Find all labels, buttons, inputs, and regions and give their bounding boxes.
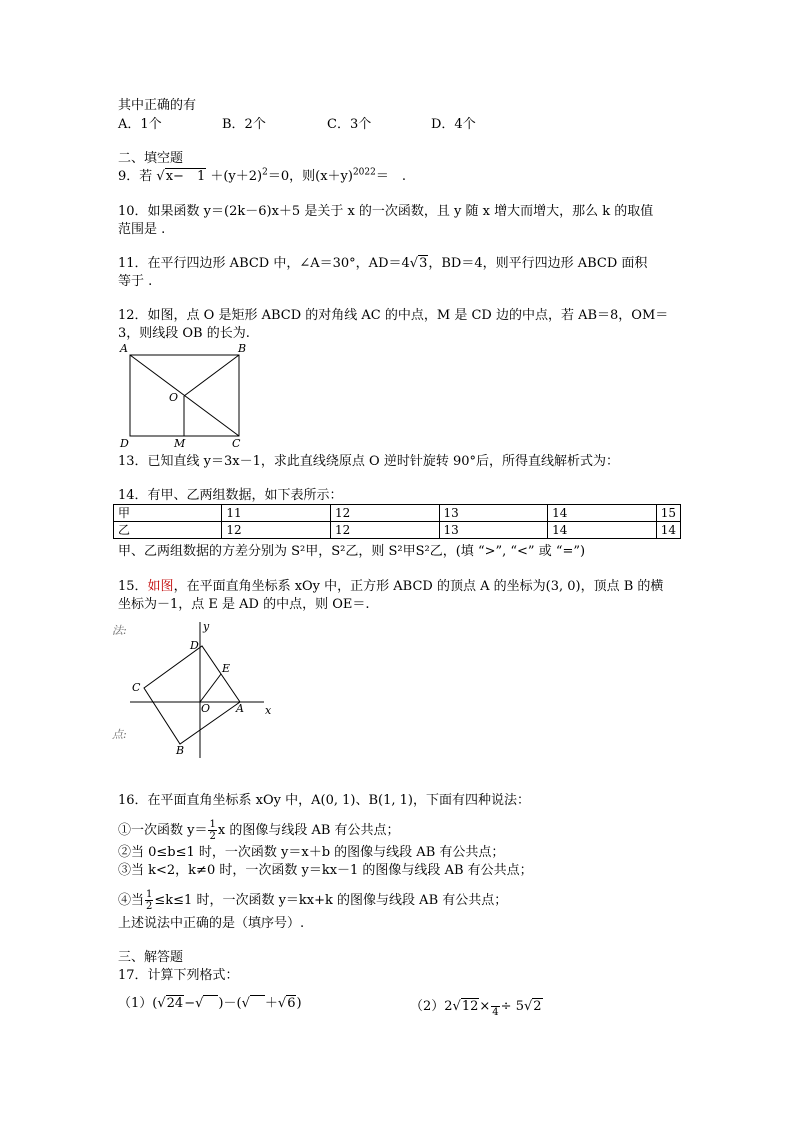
question-11-line2: 等于 . <box>118 274 153 289</box>
question-10-line2: 范围是 . <box>118 222 166 237</box>
question-15-line1: 15．如图，在平面直角坐标系 xOy 中，正方形 ABCD 的顶点 A 的坐标为(3, 0)，顶点 B 的横 <box>118 579 664 594</box>
table-cell: 13 <box>439 522 548 539</box>
question-16-intro: 16．在平面直角坐标系 xOy 中，A(0, 1)、B(1, 1)，下面有四种说法： <box>118 793 530 808</box>
rectangle-figure <box>112 340 272 452</box>
side-text-bottom: 点: <box>112 728 127 741</box>
square-abcd <box>144 646 240 744</box>
option-d: D．4个 <box>431 117 476 132</box>
label-b: B <box>238 342 247 355</box>
option-c: C．3个 <box>327 117 372 132</box>
statement-4: ④当 $\frac{1}{2}$ ≤k≤1 时，一次函数 y＝kx+k 的图像与线段 AB 有公共点； <box>118 889 508 912</box>
table-cell: 14 <box>656 522 680 539</box>
square-figure <box>112 618 277 763</box>
question-9: 9．若 √x− $1 +(y+2)^2=0$，则$(x+y)^{2022}=$ . <box>118 167 406 184</box>
data-table <box>113 504 681 539</box>
label-y: y <box>203 620 210 633</box>
table-row <box>114 505 681 522</box>
question-15-line2: 坐标为－1，点 E 是 AD 的中点，则 OE＝. <box>118 597 370 612</box>
label-a: A <box>120 342 128 355</box>
label-o: O <box>201 702 211 715</box>
label-d: D <box>190 639 199 652</box>
label-x: x <box>265 704 272 717</box>
table-cell: 14 <box>548 505 657 522</box>
question-17-part1: （1）(√24−√ )－(√ ＋√6) <box>118 996 302 1011</box>
table-cell: 14 <box>548 522 657 539</box>
table-cell: 乙 <box>114 522 222 539</box>
label-c: C <box>132 681 141 694</box>
statement-tail: 其中正确的有 <box>118 98 197 113</box>
statement-2: ②当 0≤b≤1 时，一次函数 y＝x＋b 的图像与线段 AB 有公共点； <box>118 845 505 860</box>
statement-3: ③当 k<2，k≠0 时，一次函数 y＝kx－1 的图像与线段 AB 有公共点； <box>118 863 533 878</box>
table-cell: 12 <box>330 505 439 522</box>
section-title-fill-in: 二、填空题 <box>118 151 184 166</box>
section-title-solve: 三、解答题 <box>118 950 184 965</box>
question-14: 14．有甲、乙两组数据，如下表所示： <box>118 488 343 503</box>
table-cell: 13 <box>439 505 548 522</box>
option-a: A．1个 <box>118 117 162 132</box>
question-11-line1: 11．在平行四边形 ABCD 中，∠A＝30°，AD＝4√3，BD＝4，则平行四边形 ABCD 面积 <box>118 256 648 271</box>
question-17: 17．计算下列格式： <box>118 968 239 983</box>
segment-oe <box>200 674 221 702</box>
label-c: C <box>232 437 241 450</box>
question-16-conclusion: 上述说法中正确的是（填序号）. <box>118 916 305 931</box>
question-13: 13．已知直线 y＝3x－1，求此直线绕原点 O 逆时针旋转 90°后，所得直线解析式为： <box>118 454 619 469</box>
table-cell: 11 <box>222 505 331 522</box>
question-14-answer: 甲、乙两组数据的方差分别为 S²甲，S²乙，则 S²甲S²乙，(填 “>”, “<” 或 “=”) <box>118 544 586 559</box>
side-text-top: 法: <box>112 624 127 637</box>
question-17-part2: （2）2√12× 4 ÷ 5√2 <box>410 995 543 1018</box>
figure-link[interactable]: 如图 <box>147 579 174 594</box>
label-d: D <box>120 437 129 450</box>
label-b: B <box>176 744 185 757</box>
segment-ob <box>184 355 239 396</box>
label-o: O <box>169 391 179 404</box>
statement-1: ①一次函数 y＝ $\frac{1}{2}$ x 的图像与线段 AB 有公共点； <box>118 819 400 842</box>
label-m: M <box>174 437 186 450</box>
question-12-line2: 3，则线段 OB 的长为. <box>118 326 250 341</box>
table-cell: 15 <box>656 505 680 522</box>
table-row <box>114 522 681 539</box>
option-b: B．2个 <box>222 117 266 132</box>
table-cell: 甲 <box>114 505 222 522</box>
question-12-line1: 12．如图，点 O 是矩形 ABCD 的对角线 AC 的中点，M 是 CD 边的中点，若 AB＝8，OM＝ <box>118 308 669 323</box>
label-e: E <box>222 662 231 675</box>
question-10-line1: 10．如果函数 y＝(2k－6)x＋5 是关于 x 的一次函数，且 y 随 x 增大而增大，那么 k 的取值 <box>118 204 654 219</box>
table-cell: 12 <box>330 522 439 539</box>
label-a: A <box>236 702 244 715</box>
table-cell: 12 <box>222 522 331 539</box>
